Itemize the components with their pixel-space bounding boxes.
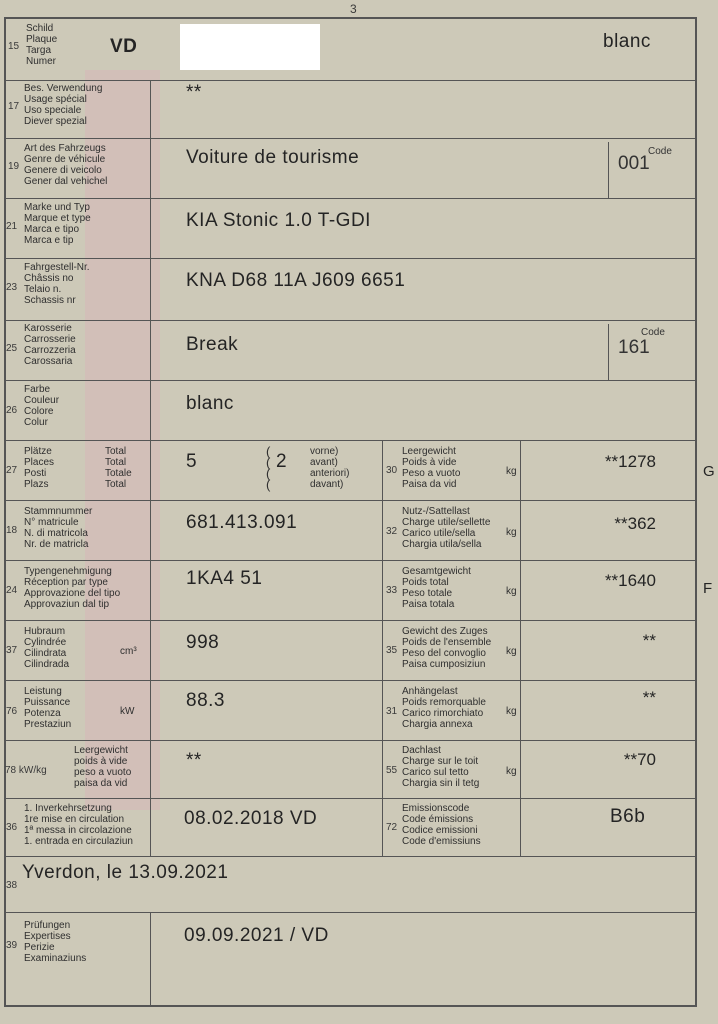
- row-25-label: Karosserie Carrosserie Carrozzeria Carossaria: [24, 323, 76, 367]
- master-number-value: 681.413.091: [186, 512, 298, 533]
- row-37-label: Hubraum Cylindrée Cilindrata Cilindrada: [24, 626, 70, 670]
- body-type-value: Break: [186, 334, 239, 355]
- row-17-label: Bes. Verwendung Usage spécial Uso speciale Diever spezial: [24, 83, 103, 127]
- issue-place-date: Yverdon, le 13.09.2021: [22, 862, 229, 883]
- row-35-unit: kg: [506, 646, 517, 657]
- roof-load-value: **70: [623, 750, 656, 769]
- color-value: blanc: [186, 393, 234, 414]
- inspection-value: 09.09.2021 / VD: [184, 925, 329, 946]
- emission-code-value: B6b: [610, 806, 646, 827]
- first-registration-value: 08.02.2018 VD: [184, 808, 318, 829]
- registration-document: 3 15 Schild Plaque Targa Numer VD blanc 17 Bes. Verwendung Usage spécial Uso speciale Diever spezial ** 19 Art des Fahrzeugs Genre de véhicule Genere di veicolo Gener dal vehichel Voiture de tourisme Code 001 21 Marke und Typ Marque et type Marca e tipo Marca e tip KIA Stonic 1.0 T-GDI 23 Fahrgestell-Nr. Châssis no Telaio n. Schassis nr KNA D68 11A J609 6651 25 Karosserie Carrosserie Carrozzeria Carossaria Break Code 161 26 Farbe Couleur Colore Colur blanc 27 Plätze Places Posti Plazs Total Total Totale Total 5 ( ( ( ( 2 vorne) avant) anteriori) davant) 30 Leergewicht Poids à vide Peso a vuoto Paisa da vid kg **1278 18 Stammnummer N° matricule N. di matricola Nr. de matricla 681.413.091 32 Nutz-/Sattellast Charge utile/sellette Carico utile/sella Chargia utila/sella kg **362 24 Typengenehmigung Réception par type Approvazione del tipo Approvaziun dal tip 1KA4 51 33 Gesamtgewicht Poids total Peso totale Paisa totala kg **1640 37 Hubraum Cylindrée Cilindrata Cilindrada cm³ 998 35 Gewicht des Zuges Poids de l'ensemble Peso del convoglio Paisa cumposiziun kg ** 76 Leistung Puissance Potenza Prestaziun kW 88.3 31 Anhängelast Poids remorquable Carico rimorchiato Chargia annexa kg ** 78 kW/kg Leergewicht poids à vide peso a vuoto paisa da vid ** 55 Dachlast Charge sur le toit Carico sul tetto Chargia sin il tetg kg **70 36 1. Inverkehrsetzung 1re mise en circulation 1ª messa in circolazione 1. entrada en circulaziun 08.02.2018 VD 72 Emissionscode Code émissions Codice emissioni Code d'emissiuns B6b 38 Yverdon, le 13.09.2021 39 Prüfungen Expertises Perizie Examinaziuns 09.09.2021 / VD G F: [0, 0, 718, 1024]
- page-number: 3: [350, 2, 357, 16]
- special-usage-value: **: [186, 82, 202, 103]
- row-32-label: Nutz-/Sattellast Charge utile/sellette Carico utile/sella Chargia utila/sella: [402, 506, 491, 550]
- displacement-value: 998: [186, 632, 220, 653]
- vehicle-kind-code-label: Code: [648, 146, 672, 157]
- body-type-code: 161: [618, 337, 650, 358]
- type-approval-value: 1KA4 51: [186, 568, 263, 589]
- margin-letter-f: F: [703, 580, 713, 597]
- payload-value: **362: [614, 514, 656, 533]
- power-value: 88.3: [186, 690, 225, 711]
- row-39-label: Prüfungen Expertises Perizie Examinaziuns: [24, 920, 87, 964]
- power-ratio-value: **: [186, 750, 202, 771]
- vehicle-kind-code: 001: [618, 153, 650, 174]
- row-35-label: Gewicht des Zuges Poids de l'ensemble Peso del convoglio Paisa cumposiziun: [402, 626, 492, 670]
- row-55-label: Dachlast Charge sur le toit Carico sul tetto Chargia sin il tetg: [402, 745, 480, 789]
- row-36-label: 1. Inverkehrsetzung 1re mise en circulation 1ª messa in circolazione 1. entrada en circulaziun: [24, 803, 133, 847]
- row-32-number: 32: [386, 526, 398, 537]
- row-21-number: 21: [6, 221, 18, 232]
- row-18-number: 18: [6, 525, 18, 536]
- vehicle-kind-value: Voiture de tourisme: [186, 147, 360, 168]
- row-31-label: Anhängelast Poids remorquable Carico rimorchiato Chargia annexa: [402, 686, 486, 730]
- row-39-number: 39: [6, 940, 18, 951]
- row-25-number: 25: [6, 343, 18, 354]
- front-seats-value: 2: [276, 451, 288, 472]
- row-33-label: Gesamtgewicht Poids total Peso totale Paisa totala: [402, 566, 471, 610]
- empty-weight-value: **1278: [604, 452, 656, 471]
- row-72-number: 72: [386, 822, 398, 833]
- row-33-number: 33: [386, 585, 398, 596]
- row-26-label: Farbe Couleur Colore Colur: [24, 384, 60, 428]
- front-seats-label: vorne) avant) anteriori) davant): [310, 446, 350, 490]
- row-18-label: Stammnummer N° matricule N. di matricola Nr. de matricla: [24, 506, 93, 550]
- row-24-number: 24: [6, 585, 18, 596]
- train-weight-value: **: [642, 631, 656, 650]
- row-35-number: 35: [386, 645, 398, 656]
- row-27-sublabel: Total Total Totale Total: [105, 446, 132, 490]
- row-55-number: 55: [386, 765, 398, 776]
- row-26-number: 26: [6, 405, 18, 416]
- row-76-number: 76: [6, 706, 18, 717]
- row-23-number: 23: [6, 282, 18, 293]
- row-19-number: 19: [8, 161, 20, 172]
- row-19-label: Art des Fahrzeugs Genre de véhicule Genere di veicolo Gener dal vehichel: [24, 143, 108, 187]
- row-27-number: 27: [6, 465, 18, 476]
- row-21-label: Marke und Typ Marque et type Marca e tipo Marca e tip: [24, 202, 91, 246]
- row-78-number: 78 kW/kg: [5, 765, 47, 776]
- seats-total-value: 5: [186, 451, 198, 472]
- row-55-unit: kg: [506, 766, 517, 777]
- row-36-number: 36: [6, 822, 18, 833]
- towing-capacity-value: **: [642, 688, 656, 707]
- row-33-unit: kg: [506, 586, 517, 597]
- row-30-label: Leergewicht Poids à vide Peso a vuoto Paisa da vid: [402, 446, 461, 490]
- row-23-label: Fahrgestell-Nr. Châssis no Telaio n. Schassis nr: [24, 262, 90, 306]
- redacted-plate-number: [180, 24, 320, 70]
- row-31-unit: kg: [506, 706, 517, 717]
- margin-letter-g: G: [703, 463, 716, 480]
- row-32-unit: kg: [506, 527, 517, 538]
- row-30-number: 30: [386, 465, 398, 476]
- row-15-label: Schild Plaque Targa Numer: [26, 23, 58, 67]
- row-30-unit: kg: [506, 466, 517, 477]
- plate-color: blanc: [603, 31, 651, 52]
- row-76-unit: kW: [120, 706, 135, 717]
- make-type-value: KIA Stonic 1.0 T-GDI: [186, 210, 371, 231]
- row-38-number: 38: [6, 880, 18, 891]
- row-17-number: 17: [8, 101, 20, 112]
- row-31-number: 31: [386, 706, 398, 717]
- row-37-unit: cm³: [120, 646, 137, 657]
- row-72-label: Emissionscode Code émissions Codice emissioni Code d'emissiuns: [402, 803, 481, 847]
- total-weight-value: **1640: [604, 571, 656, 590]
- body-type-code-label: Code: [641, 327, 665, 338]
- plate-canton: VD: [110, 36, 138, 57]
- row-27-label: Plätze Places Posti Plazs: [24, 446, 55, 490]
- row-15-number: 15: [8, 41, 20, 52]
- row-78-label: Leergewicht poids à vide peso a vuoto paisa da vid: [74, 745, 132, 789]
- row-24-label: Typengenehmigung Réception par type Approvazione del tipo Approvaziun dal tip: [24, 566, 121, 610]
- row-37-number: 37: [6, 645, 18, 656]
- chassis-number-value: KNA D68 11A J609 6651: [186, 270, 406, 291]
- row-76-label: Leistung Puissance Potenza Prestaziun: [24, 686, 72, 730]
